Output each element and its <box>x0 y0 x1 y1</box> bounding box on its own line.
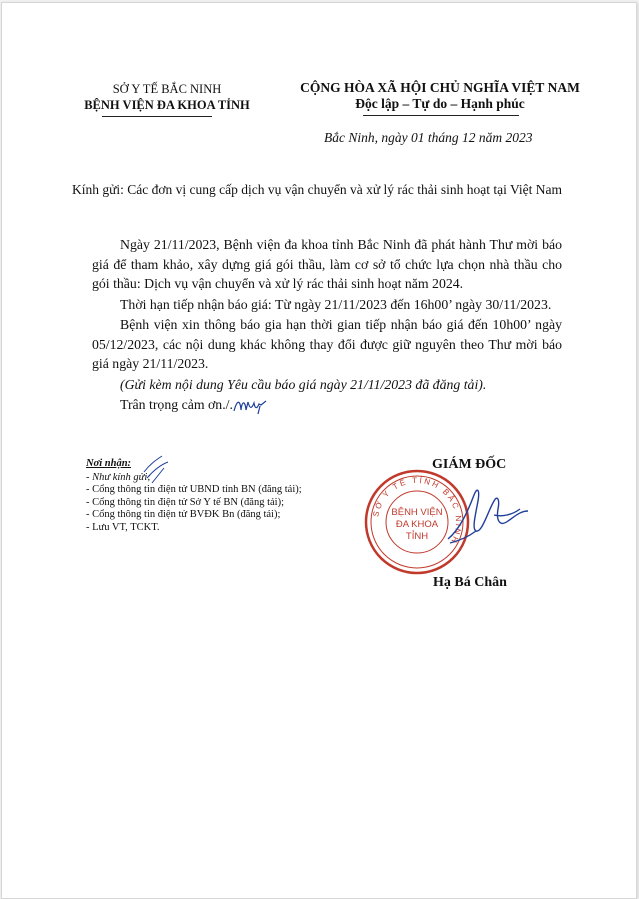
paragraph-extension: Bệnh viện xin thông báo gia hạn thời gian tiếp nhận báo giá đến 10h00’ ngày 05/12/2023, các nội dung khác không thay đổi được giữ nguyên theo Thư mời báo giá ngày 21/11/2023. <box>92 317 562 371</box>
national-name: CỘNG HÒA XÃ HỘI CHỦ NGHĨA VIỆT NAM <box>300 80 580 95</box>
issuing-organization <box>52 81 282 113</box>
paragraph-attachment: (Gửi kèm nội dung Yêu cầu báo giá ngày 21/11/2023 đã đăng tải). <box>120 376 487 392</box>
paragraph-announcement: Ngày 21/11/2023, Bệnh viện đa khoa tỉnh Bắc Ninh đã phát hành Thư mời báo giá để tham khảo, xây dựng giá gói thầu, làm cơ sở tổ chức lựa chọn nhà thầu cho gói thầu: Dịch vụ vận chuyển và xử lý rác thải sinh hoạt năm 2024. <box>92 237 562 291</box>
seal-ring-text: SỞ Y TẾ TỈNH BẮC NINH <box>371 475 464 546</box>
addressee: Kính gửi: Các đơn vị cung cấp dịch vụ vận chuyển và xử lý rác thải sinh hoạt tại Việt Nam <box>71 182 563 197</box>
national-slogan: Độc lập – Tự do – Hạnh phúc <box>355 96 525 111</box>
closing-text: Trân trọng cảm ơn./. <box>120 397 233 412</box>
national-motto <box>290 80 590 112</box>
recipient-item: - Như kính gửi; <box>86 471 151 483</box>
place-date: Bắc Ninh, ngày 01 tháng 12 năm 2023 <box>324 130 533 145</box>
director-signature-icon <box>442 481 532 551</box>
recipient-item: - Cổng thông tin điện tử Sở Y tế BN (đăng tải); <box>86 496 284 508</box>
seal-center-line: BỆNH VIỆN <box>391 507 443 518</box>
paragraph-closing <box>92 395 562 416</box>
motto-underline <box>363 115 519 116</box>
recipient-item: - Cổng thông tin điện tử BVĐK Bn (đăng tải); <box>86 509 281 520</box>
org-line-parent: SỞ Y TẾ BẮC NINH <box>112 82 222 96</box>
org-line-hospital: BỆNH VIỆN ĐA KHOA TỈNH <box>84 98 250 112</box>
initials-signature-icon <box>233 396 269 416</box>
document-page <box>1 2 637 899</box>
recipient-item: - Cổng thông tin điện tử UBND tỉnh BN (đăng tải); <box>86 484 302 495</box>
recipient-item: - Lưu VT, TCKT. <box>86 521 160 533</box>
letter-body <box>92 235 562 416</box>
paragraph-deadline: Thời hạn tiếp nhận báo giá: Từ ngày 21/11/2023 đến 16h00’ ngày 30/11/2023. <box>120 296 552 312</box>
seal-center-line: ĐA KHOA <box>395 519 439 530</box>
seal-center-line: TỈNH <box>405 531 429 542</box>
signer-name: Hạ Bá Chân <box>433 575 507 590</box>
recipients-list <box>86 458 302 534</box>
recipients-heading: Nơi nhận: <box>86 458 132 469</box>
org-underline <box>102 116 212 117</box>
initials-mark-icon <box>142 450 172 485</box>
signer-role: GIÁM ĐỐC <box>432 457 507 472</box>
